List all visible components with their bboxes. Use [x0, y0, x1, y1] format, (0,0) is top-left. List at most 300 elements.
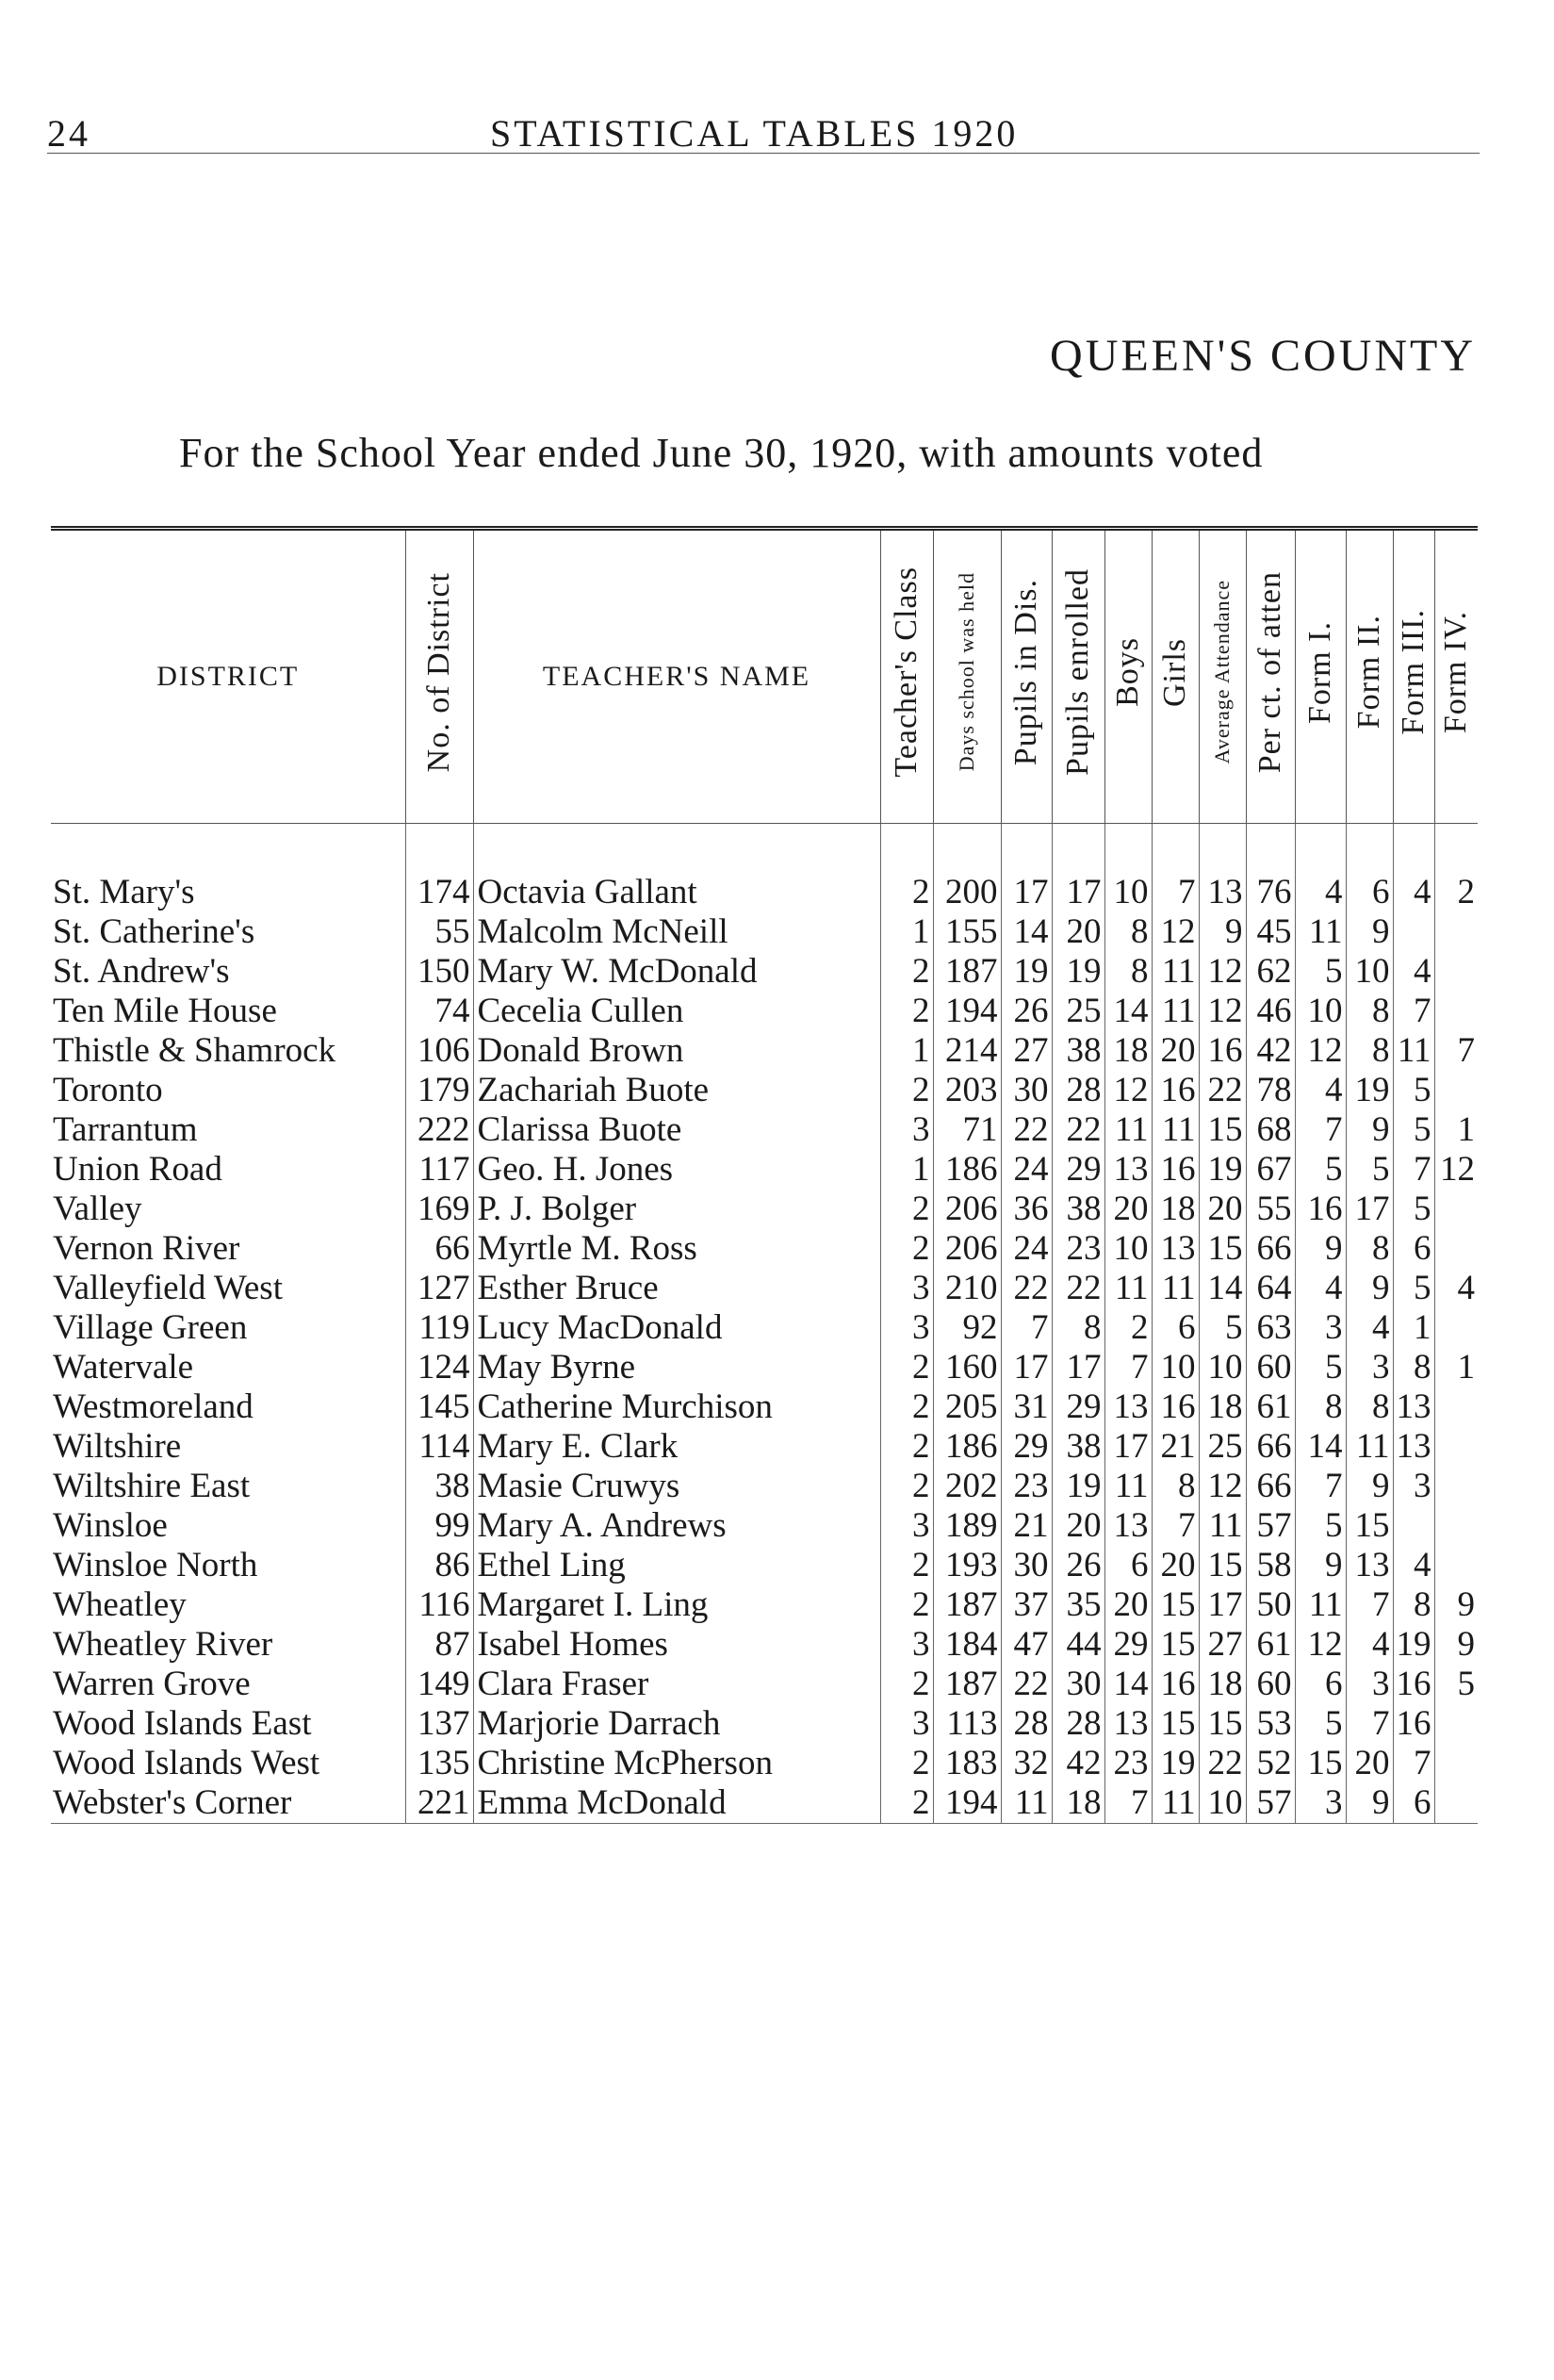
- cell-teacher: Zachariah Buote: [473, 1071, 880, 1110]
- cell-pupils-dis: 7: [1001, 1308, 1052, 1348]
- table-subtitle: For the School Year ended June 30, 1920, with amounts voted: [179, 430, 1264, 476]
- cell-f3: [1393, 912, 1434, 952]
- cell-days: 189: [933, 1506, 1001, 1546]
- cell-days: 113: [933, 1704, 1001, 1744]
- table-row: [51, 1269, 1478, 1308]
- cell-enrolled: 29: [1052, 1150, 1104, 1190]
- cell-district: Watervale: [53, 1348, 194, 1387]
- column-header: TEACHER'S NAME: [473, 531, 880, 824]
- cell-pupils-dis: 28: [1001, 1704, 1052, 1744]
- cell-district: Toronto: [53, 1071, 163, 1109]
- column-header: Pupils enrolled: [1052, 531, 1104, 824]
- cell-avg: 15: [1199, 1229, 1246, 1269]
- cell-f2: 4: [1346, 1625, 1393, 1665]
- cell-no: 127: [405, 1269, 473, 1308]
- table-row: [51, 1071, 1478, 1110]
- cell-days: 193: [933, 1546, 1001, 1585]
- cell-f1: 9: [1295, 1229, 1346, 1269]
- table-row: [51, 1427, 1478, 1467]
- cell-class: 2: [880, 1071, 933, 1110]
- cell-avg: 15: [1199, 1704, 1246, 1744]
- cell-pct: 66: [1246, 1467, 1295, 1506]
- cell-days: 187: [933, 1585, 1001, 1625]
- column-header: Form IV.: [1434, 531, 1478, 824]
- cell-pupils-dis: 26: [1001, 992, 1052, 1031]
- cell-f2: 3: [1346, 1348, 1393, 1387]
- cell-boys: 20: [1104, 1190, 1152, 1229]
- cell-class: 2: [880, 1190, 933, 1229]
- cell-enrolled: 22: [1052, 1110, 1104, 1150]
- cell-girls: 8: [1152, 1467, 1199, 1506]
- cell-avg: 27: [1199, 1625, 1246, 1665]
- cell-f4: [1434, 1427, 1478, 1467]
- spacer-row: [51, 824, 1478, 874]
- cell-avg: 20: [1199, 1190, 1246, 1229]
- cell-f1: 3: [1295, 1783, 1346, 1824]
- cell-f3: 3: [1393, 1467, 1434, 1506]
- cell-f3: 5: [1393, 1071, 1434, 1110]
- cell-f3: 5: [1393, 1269, 1434, 1308]
- cell-f2: 8: [1346, 1387, 1393, 1427]
- cell-teacher: Donald Brown: [473, 1031, 880, 1071]
- cell-f2: 13: [1346, 1546, 1393, 1585]
- cell-enrolled: 20: [1052, 1506, 1104, 1546]
- cell-no: 55: [405, 912, 473, 952]
- cell-pupils-dis: 11: [1001, 1783, 1052, 1824]
- cell-class: 3: [880, 1506, 933, 1546]
- cell-pupils-dis: 31: [1001, 1387, 1052, 1427]
- cell-pupils-dis: 22: [1001, 1269, 1052, 1308]
- cell-f2: 15: [1346, 1506, 1393, 1546]
- table-row: [51, 1625, 1478, 1665]
- cell-avg: 18: [1199, 1665, 1246, 1704]
- cell-avg: 12: [1199, 992, 1246, 1031]
- cell-girls: 15: [1152, 1625, 1199, 1665]
- cell-district: Wood Islands East: [53, 1704, 312, 1743]
- cell-girls: 11: [1152, 952, 1199, 992]
- cell-f4: [1434, 1071, 1478, 1110]
- cell-boys: 11: [1104, 1110, 1152, 1150]
- cell-teacher: Ethel Ling: [473, 1546, 880, 1585]
- table-row: [51, 1308, 1478, 1348]
- statistics-table-container: [51, 526, 1478, 1824]
- cell-f4: [1434, 1704, 1478, 1744]
- cell-f2: 9: [1346, 1269, 1393, 1308]
- column-header: Form II.: [1346, 531, 1393, 824]
- cell-pct: 42: [1246, 1031, 1295, 1071]
- cell-district: Village Green: [53, 1308, 248, 1347]
- cell-no: 124: [405, 1348, 473, 1387]
- cell-no: 116: [405, 1585, 473, 1625]
- cell-f1: 5: [1295, 1704, 1346, 1744]
- cell-enrolled: 29: [1052, 1387, 1104, 1427]
- cell-class: 3: [880, 1704, 933, 1744]
- cell-avg: 17: [1199, 1585, 1246, 1625]
- running-title: STATISTICAL TABLES 1920: [490, 112, 1019, 155]
- cell-f3: 11: [1393, 1031, 1434, 1071]
- cell-enrolled: 19: [1052, 952, 1104, 992]
- cell-girls: 10: [1152, 1348, 1199, 1387]
- cell-f3: 16: [1393, 1704, 1434, 1744]
- cell-f4: [1434, 1387, 1478, 1427]
- cell-teacher: Marjorie Darrach: [473, 1704, 880, 1744]
- cell-pct: 50: [1246, 1585, 1295, 1625]
- cell-boys: 6: [1104, 1546, 1152, 1585]
- cell-f2: 4: [1346, 1308, 1393, 1348]
- cell-girls: 16: [1152, 1665, 1199, 1704]
- cell-girls: 13: [1152, 1229, 1199, 1269]
- cell-f2: 9: [1346, 1110, 1393, 1150]
- cell-class: 1: [880, 912, 933, 952]
- cell-district: Thistle & Shamrock: [53, 1031, 336, 1070]
- table-row: [51, 1546, 1478, 1585]
- cell-pct: 58: [1246, 1546, 1295, 1585]
- cell-days: 160: [933, 1348, 1001, 1387]
- cell-f1: 15: [1295, 1744, 1346, 1783]
- table-row: [51, 1744, 1478, 1783]
- cell-f1: 3: [1295, 1308, 1346, 1348]
- cell-boys: 14: [1104, 992, 1152, 1031]
- cell-boys: 20: [1104, 1585, 1152, 1625]
- cell-teacher: Mary A. Andrews: [473, 1506, 880, 1546]
- cell-pct: 57: [1246, 1506, 1295, 1546]
- cell-enrolled: 20: [1052, 912, 1104, 952]
- cell-boys: 8: [1104, 912, 1152, 952]
- cell-f2: 20: [1346, 1744, 1393, 1783]
- cell-f2: 7: [1346, 1585, 1393, 1625]
- cell-no: 149: [405, 1665, 473, 1704]
- cell-girls: 12: [1152, 912, 1199, 952]
- cell-no: 66: [405, 1229, 473, 1269]
- cell-no: 106: [405, 1031, 473, 1071]
- cell-pupils-dis: 14: [1001, 912, 1052, 952]
- cell-no: 114: [405, 1427, 473, 1467]
- cell-boys: 17: [1104, 1427, 1152, 1467]
- cell-days: 206: [933, 1229, 1001, 1269]
- cell-girls: 7: [1152, 1506, 1199, 1546]
- cell-f4: 5: [1434, 1665, 1478, 1704]
- cell-pct: 62: [1246, 952, 1295, 992]
- cell-f1: 5: [1295, 952, 1346, 992]
- cell-no: 99: [405, 1506, 473, 1546]
- cell-f1: 8: [1295, 1387, 1346, 1427]
- cell-district: Wood Islands West: [53, 1744, 320, 1782]
- cell-f3: 5: [1393, 1190, 1434, 1229]
- cell-pct: 61: [1246, 1625, 1295, 1665]
- column-header: No. of District: [405, 531, 473, 824]
- cell-f2: 8: [1346, 1229, 1393, 1269]
- cell-f2: 3: [1346, 1665, 1393, 1704]
- cell-days: 194: [933, 1783, 1001, 1824]
- cell-f1: 7: [1295, 1467, 1346, 1506]
- cell-district: Webster's Corner: [51, 1783, 405, 1824]
- cell-boys: 8: [1104, 952, 1152, 992]
- cell-enrolled: 19: [1052, 1467, 1104, 1506]
- cell-boys: 11: [1104, 1467, 1152, 1506]
- cell-teacher: Cecelia Cullen: [473, 992, 880, 1031]
- cell-no: 119: [405, 1308, 473, 1348]
- cell-district: Warren Grove: [53, 1665, 251, 1703]
- cell-district: Wiltshire East: [53, 1467, 251, 1505]
- county-title: QUEEN'S COUNTY: [1050, 331, 1476, 381]
- cell-boys: 2: [1104, 1308, 1152, 1348]
- cell-no: 169: [405, 1190, 473, 1229]
- cell-days: 92: [933, 1308, 1001, 1348]
- cell-girls: 19: [1152, 1744, 1199, 1783]
- cell-girls: 15: [1152, 1585, 1199, 1625]
- cell-class: 3: [880, 1308, 933, 1348]
- cell-boys: 13: [1104, 1704, 1152, 1744]
- cell-f4: 2: [1434, 873, 1478, 912]
- cell-girls: 20: [1152, 1546, 1199, 1585]
- cell-district: Tarrantum: [53, 1110, 198, 1149]
- cell-pct: 64: [1246, 1269, 1295, 1308]
- cell-girls: 11: [1152, 992, 1199, 1031]
- cell-f2: 19: [1346, 1071, 1393, 1110]
- cell-teacher: Mary E. Clark: [473, 1427, 880, 1467]
- cell-district: Valleyfield West: [53, 1269, 283, 1307]
- column-header: Per ct. of atten: [1246, 531, 1295, 824]
- cell-class: 2: [880, 992, 933, 1031]
- cell-pct: 78: [1246, 1071, 1295, 1110]
- cell-district: Vernon River: [53, 1229, 240, 1268]
- table-row: [51, 1348, 1478, 1387]
- table-row: [51, 992, 1478, 1031]
- table-row: [51, 952, 1478, 992]
- cell-days: 194: [933, 992, 1001, 1031]
- cell-f2: 9: [1346, 1783, 1393, 1824]
- cell-f1: 7: [1295, 1110, 1346, 1150]
- cell-girls: 7: [1152, 873, 1199, 912]
- cell-f2: 10: [1346, 952, 1393, 992]
- cell-no: 74: [405, 992, 473, 1031]
- cell-avg: 15: [1199, 1546, 1246, 1585]
- cell-class: 2: [880, 1783, 933, 1824]
- cell-pct: 61: [1246, 1387, 1295, 1427]
- cell-f4: [1434, 1229, 1478, 1269]
- cell-f1: 4: [1295, 1071, 1346, 1110]
- header-row: [51, 531, 1478, 824]
- cell-days: 155: [933, 912, 1001, 952]
- cell-teacher: Esther Bruce: [473, 1269, 880, 1308]
- cell-pct: 57: [1246, 1783, 1295, 1824]
- cell-teacher: Myrtle M. Ross: [473, 1229, 880, 1269]
- cell-no: 135: [405, 1744, 473, 1783]
- cell-days: 187: [933, 952, 1001, 992]
- cell-f3: 13: [1393, 1427, 1434, 1467]
- cell-enrolled: 42: [1052, 1744, 1104, 1783]
- cell-pupils-dis: 19: [1001, 952, 1052, 992]
- cell-no: 87: [405, 1625, 473, 1665]
- cell-boys: 7: [1104, 1348, 1152, 1387]
- cell-enrolled: 38: [1052, 1190, 1104, 1229]
- cell-avg: 12: [1199, 952, 1246, 992]
- cell-f2: 17: [1346, 1190, 1393, 1229]
- cell-girls: 6: [1152, 1308, 1199, 1348]
- cell-f1: 10: [1295, 992, 1346, 1031]
- cell-no: 117: [405, 1150, 473, 1190]
- cell-boys: 14: [1104, 1665, 1152, 1704]
- cell-enrolled: 38: [1052, 1427, 1104, 1467]
- cell-district: St. Catherine's: [53, 912, 255, 951]
- cell-avg: 25: [1199, 1427, 1246, 1467]
- cell-f1: 4: [1295, 1269, 1346, 1308]
- cell-enrolled: 35: [1052, 1585, 1104, 1625]
- cell-enrolled: 22: [1052, 1269, 1104, 1308]
- cell-district: Ten Mile House: [53, 992, 277, 1030]
- cell-class: 3: [880, 1625, 933, 1665]
- cell-avg: 11: [1199, 1506, 1246, 1546]
- table-row: [51, 1585, 1478, 1625]
- cell-avg: 13: [1199, 873, 1246, 912]
- column-header: Average Attendance: [1199, 531, 1246, 824]
- table-row: [51, 912, 1478, 952]
- cell-girls: 15: [1152, 1704, 1199, 1744]
- cell-pct: 66: [1246, 1427, 1295, 1467]
- cell-f3: 8: [1393, 1585, 1434, 1625]
- cell-boys: 10: [1104, 873, 1152, 912]
- cell-teacher: May Byrne: [473, 1348, 880, 1387]
- cell-pupils-dis: 30: [1001, 1546, 1052, 1585]
- cell-district: Wiltshire: [53, 1427, 182, 1466]
- cell-avg: 12: [1199, 1467, 1246, 1506]
- cell-pupils-dis: 17: [1001, 873, 1052, 912]
- cell-f1: 9: [1295, 1546, 1346, 1585]
- cell-boys: 13: [1104, 1506, 1152, 1546]
- cell-avg: 10: [1199, 1783, 1246, 1824]
- cell-no: 137: [405, 1704, 473, 1744]
- column-header: DISTRICT: [51, 531, 405, 824]
- cell-boys: 11: [1104, 1269, 1152, 1308]
- cell-girls: 16: [1152, 1071, 1199, 1110]
- cell-f3: 4: [1393, 1546, 1434, 1585]
- cell-enrolled: 28: [1052, 1071, 1104, 1110]
- cell-days: 203: [933, 1071, 1001, 1110]
- cell-boys: 7: [1104, 1783, 1152, 1824]
- table-row: [51, 1665, 1478, 1704]
- cell-f2: 9: [1346, 912, 1393, 952]
- cell-f3: 4: [1393, 873, 1434, 912]
- cell-avg: 5: [1199, 1308, 1246, 1348]
- cell-boys: 12: [1104, 1071, 1152, 1110]
- cell-f3: 19: [1393, 1625, 1434, 1665]
- table-row: [51, 873, 1478, 912]
- cell-avg: 22: [1199, 1071, 1246, 1110]
- column-header: Form III.: [1393, 531, 1434, 824]
- cell-pupils-dis: 21: [1001, 1506, 1052, 1546]
- column-header: Pupils in Dis.: [1001, 531, 1052, 824]
- cell-girls: 16: [1152, 1150, 1199, 1190]
- cell-pupils-dis: 37: [1001, 1585, 1052, 1625]
- cell-pupils-dis: 47: [1001, 1625, 1052, 1665]
- cell-avg: 22: [1199, 1744, 1246, 1783]
- cell-teacher: Clara Fraser: [473, 1665, 880, 1704]
- cell-class: 1: [880, 1150, 933, 1190]
- cell-class: 3: [880, 1269, 933, 1308]
- running-head: [47, 111, 1480, 154]
- cell-girls: 16: [1152, 1387, 1199, 1427]
- table-row: [51, 1110, 1478, 1150]
- cell-pupils-dis: 36: [1001, 1190, 1052, 1229]
- cell-no: 145: [405, 1387, 473, 1427]
- cell-days: 205: [933, 1387, 1001, 1427]
- cell-class: 2: [880, 873, 933, 912]
- cell-teacher: Emma McDonald: [473, 1783, 880, 1824]
- cell-no: 222: [405, 1110, 473, 1150]
- cell-enrolled: 17: [1052, 873, 1104, 912]
- cell-class: 2: [880, 952, 933, 992]
- cell-district: Wheatley: [53, 1585, 187, 1624]
- cell-f2: 6: [1346, 873, 1393, 912]
- cell-no: 174: [405, 873, 473, 912]
- cell-days: 183: [933, 1744, 1001, 1783]
- cell-f1: 5: [1295, 1150, 1346, 1190]
- cell-f2: 11: [1346, 1427, 1393, 1467]
- cell-district: Valley: [53, 1190, 142, 1228]
- cell-f1: 11: [1295, 1585, 1346, 1625]
- table-row: [51, 1467, 1478, 1506]
- cell-pct: 45: [1246, 912, 1295, 952]
- cell-f4: 12: [1434, 1150, 1478, 1190]
- cell-f4: [1434, 1467, 1478, 1506]
- cell-pupils-dis: 22: [1001, 1110, 1052, 1150]
- cell-f4: 7: [1434, 1031, 1478, 1071]
- cell-enrolled: 25: [1052, 992, 1104, 1031]
- column-header: Boys: [1104, 531, 1152, 824]
- cell-district: Union Road: [53, 1150, 222, 1189]
- column-header: Girls: [1152, 531, 1199, 824]
- cell-f1: 5: [1295, 1348, 1346, 1387]
- cell-no: 179: [405, 1071, 473, 1110]
- cell-f4: [1434, 912, 1478, 952]
- cell-class: 2: [880, 1467, 933, 1506]
- cell-pupils-dis: 22: [1001, 1665, 1052, 1704]
- cell-enrolled: 23: [1052, 1229, 1104, 1269]
- cell-f4: 9: [1434, 1585, 1478, 1625]
- cell-no: 221: [405, 1783, 473, 1824]
- cell-f2: 9: [1346, 1467, 1393, 1506]
- cell-enrolled: 26: [1052, 1546, 1104, 1585]
- cell-no: 38: [405, 1467, 473, 1506]
- cell-pupils-dis: 24: [1001, 1150, 1052, 1190]
- cell-f3: [1393, 1506, 1434, 1546]
- table-row: [51, 1387, 1478, 1427]
- cell-district: Westmoreland: [53, 1387, 254, 1426]
- cell-f1: 12: [1295, 1625, 1346, 1665]
- cell-pct: 55: [1246, 1190, 1295, 1229]
- cell-enrolled: 44: [1052, 1625, 1104, 1665]
- table-row: [51, 1506, 1478, 1546]
- cell-days: 214: [933, 1031, 1001, 1071]
- cell-pupils-dis: 23: [1001, 1467, 1052, 1506]
- cell-f2: 8: [1346, 1031, 1393, 1071]
- cell-days: 186: [933, 1150, 1001, 1190]
- cell-boys: 29: [1104, 1625, 1152, 1665]
- cell-pupils-dis: 27: [1001, 1031, 1052, 1071]
- page-number: 24: [47, 112, 90, 155]
- cell-girls: 11: [1152, 1110, 1199, 1150]
- cell-avg: 9: [1199, 912, 1246, 952]
- cell-enrolled: 8: [1052, 1308, 1104, 1348]
- cell-f4: [1434, 1190, 1478, 1229]
- cell-boys: 13: [1104, 1150, 1152, 1190]
- cell-f3: 7: [1393, 992, 1434, 1031]
- cell-boys: 13: [1104, 1387, 1152, 1427]
- cell-teacher: Malcolm McNeill: [473, 912, 880, 952]
- cell-days: 210: [933, 1269, 1001, 1308]
- cell-f3: 5: [1393, 1110, 1434, 1150]
- cell-avg: 15: [1199, 1110, 1246, 1150]
